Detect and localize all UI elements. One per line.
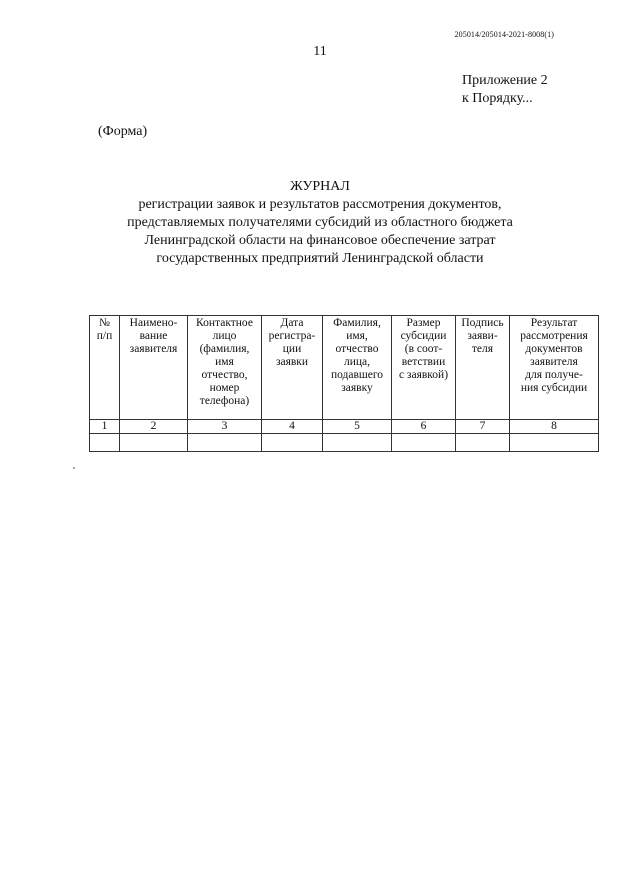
empty-cell bbox=[90, 434, 120, 452]
table-column-number-row bbox=[90, 420, 599, 434]
header-cell-number: № п/п bbox=[90, 316, 120, 420]
column-number-cell: 7 bbox=[456, 420, 510, 434]
empty-cell bbox=[262, 434, 323, 452]
table-empty-row bbox=[90, 434, 599, 452]
header-cell-submitter-name: Фамилия, имя, отчество лица, подавшего заявку bbox=[323, 316, 392, 420]
registry-table bbox=[89, 315, 599, 452]
header-cell-applicant-signature: Подпись заяви- теля bbox=[456, 316, 510, 420]
empty-cell bbox=[510, 434, 599, 452]
empty-cell bbox=[188, 434, 262, 452]
header-cell-subsidy-amount: Размер субсидии (в соот- ветствии с заявкой) bbox=[392, 316, 456, 420]
column-number-cell: 2 bbox=[120, 420, 188, 434]
appendix-line-2: к Порядку... bbox=[462, 91, 533, 106]
header-cell-contact-person: Контактное лицо (фамилия, имя отчество, номер телефона) bbox=[188, 316, 262, 420]
column-number-cell: 8 bbox=[510, 420, 599, 434]
journal-heading: ЖУРНАЛ bbox=[290, 179, 350, 194]
empty-cell bbox=[120, 434, 188, 452]
journal-subtitle-line: Ленинградской области на финансовое обеспечение затрат bbox=[144, 233, 496, 248]
column-number-cell: 5 bbox=[323, 420, 392, 434]
column-number-cell: 6 bbox=[392, 420, 456, 434]
appendix-line-1: Приложение 2 bbox=[462, 73, 548, 88]
journal-subtitle-line: регистрации заявок и результатов рассмотрения документов, bbox=[138, 197, 502, 212]
journal-subtitle-line: представляемых получателями субсидий из областного бюджета bbox=[127, 215, 513, 230]
header-cell-review-result: Результат рассмотрения документов заявителя для получе- ния субсидии bbox=[510, 316, 599, 420]
empty-cell bbox=[392, 434, 456, 452]
table-header-row bbox=[90, 316, 599, 420]
column-number-cell: 4 bbox=[262, 420, 323, 434]
column-number-cell: 3 bbox=[188, 420, 262, 434]
appendix-reference bbox=[462, 72, 548, 108]
empty-cell bbox=[323, 434, 392, 452]
page-number: 11 bbox=[313, 44, 327, 59]
column-number-cell: 1 bbox=[90, 420, 120, 434]
header-cell-applicant-name: Наимено- вание заявителя bbox=[120, 316, 188, 420]
header-cell-registration-date: Дата регистра- ции заявки bbox=[262, 316, 323, 420]
document-code: 205014/205014-2021-8008(1) bbox=[454, 30, 554, 39]
scan-speck bbox=[73, 467, 75, 469]
form-label: (Форма) bbox=[98, 124, 148, 139]
empty-cell bbox=[456, 434, 510, 452]
journal-title-block bbox=[0, 178, 640, 268]
journal-subtitle-line: государственных предприятий Ленинградской области bbox=[156, 251, 484, 266]
